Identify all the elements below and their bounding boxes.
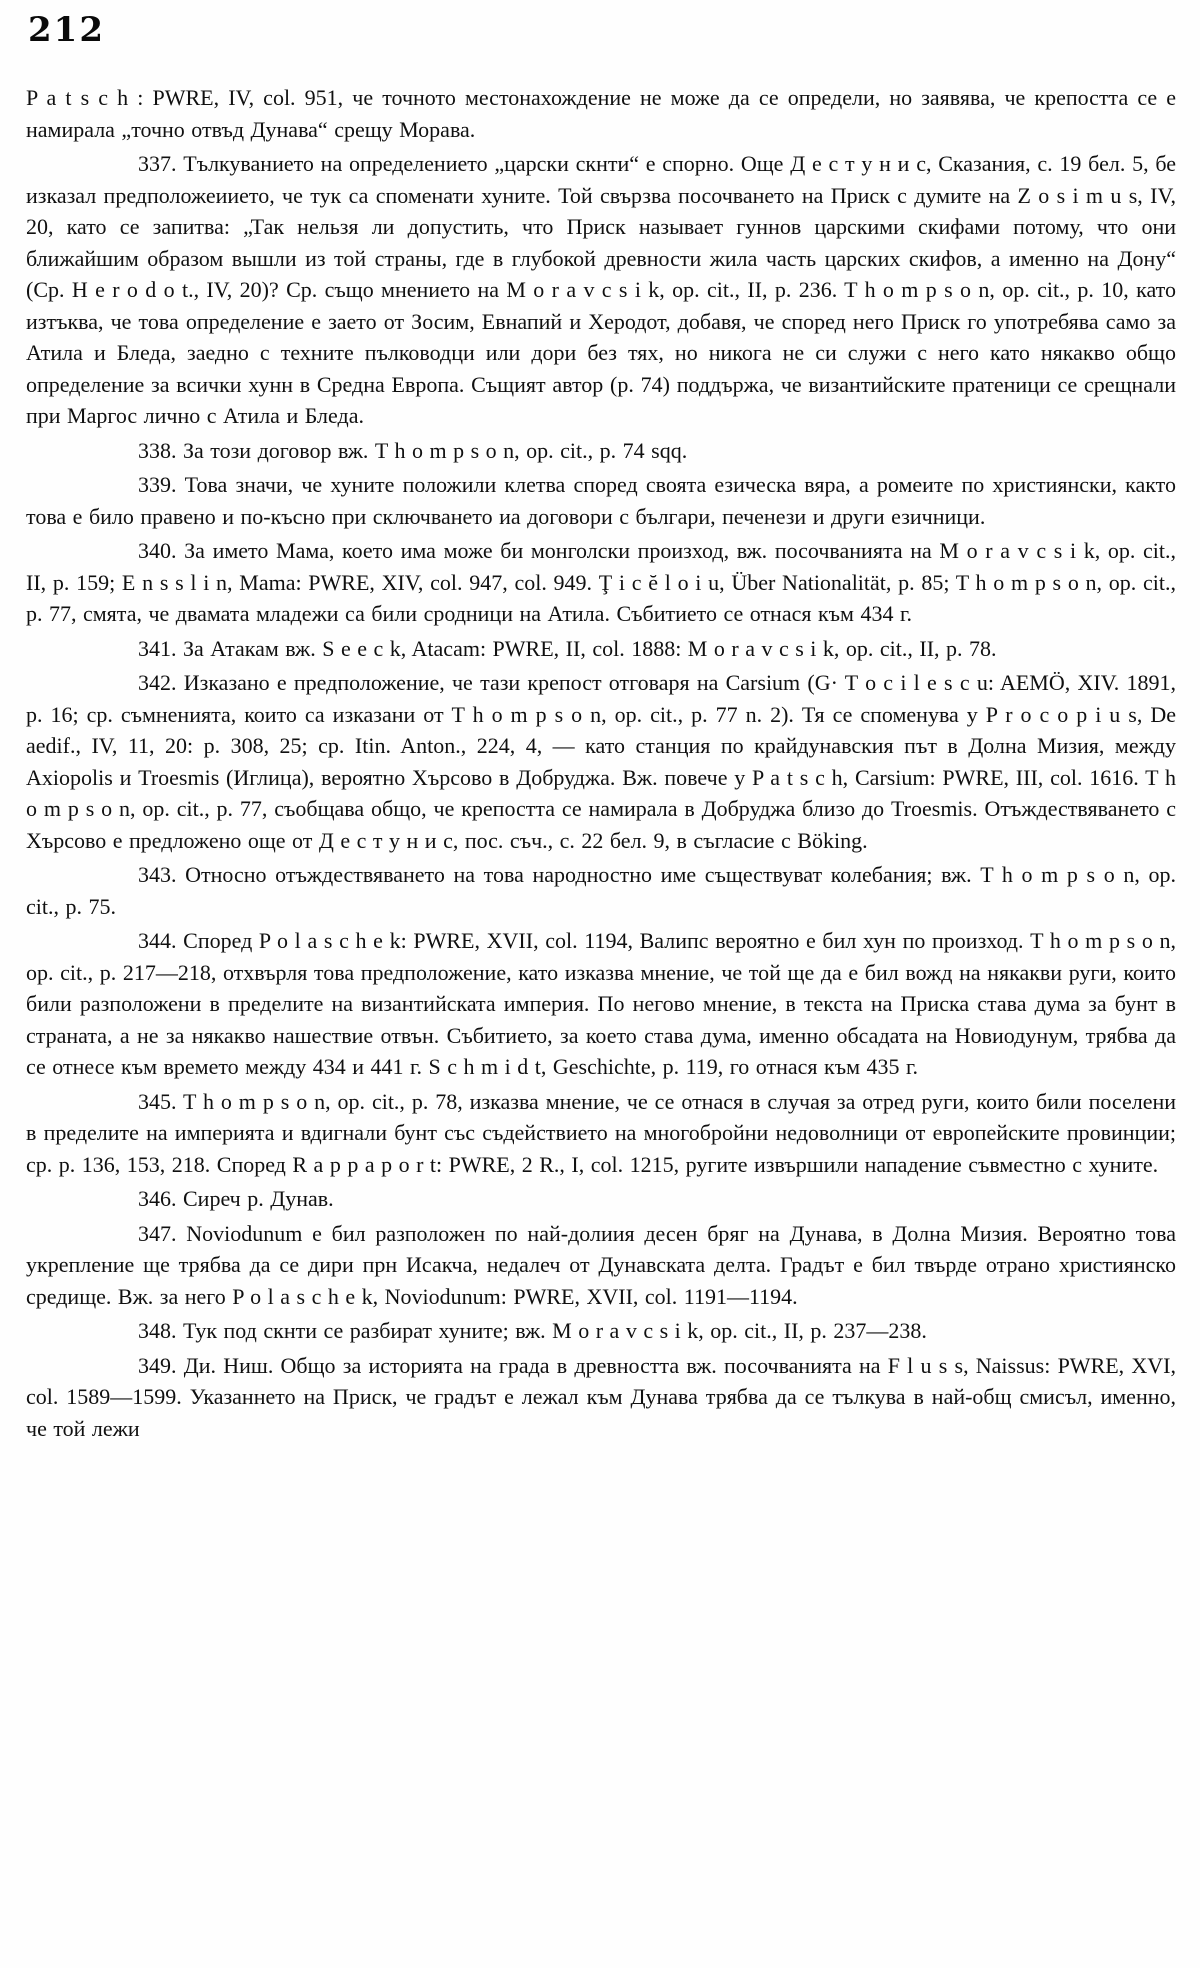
paragraph-note-337: 337. Тълкуванието на определението „царски скнти“ е спорно. Още Д е с т у н и с, Сказания, с. 19 бел. 5, бе изказал предположеиието, че тук са споменати хуните. Той свързва посочването на Приск с думите на Z o s i m u s, IV, 20, като се запитва: „Так нельзя ли допустить, что Приск называет гуннов царскими скифами потому, что они ближайшим образом вышли из той страны, где в глубокой древности жила часть царских скифов, а именно на Дону“ (Ср. H e r o d o t., IV, 20)? Ср. също мнението на M o r a v c s i k, op. cit., II, p. 236. T h o m p s o n, op. cit., p. 10, като изтъква, че това определение е заето от Зосим, Евнапий и Херодот, добавя, че според него Приск го употребява само за Атила и Бледа, заедно с техните пълководци или дори без тях, но никога не си служи с него като някакво общо определение за всички хунн в Средна Европа. Същият автор (р. 74) поддържа, че византийските пратеници се срещнали при Маргос лично с Атила и Бледа. [26, 151, 1176, 428]
paragraph-note-338: 338. За този договор вж. T h o m p s o n, op. cit., p. 74 sqq. [138, 437, 688, 463]
paragraph-note-342: 342. Изказано е предположение, че тази крепост отговаря на Carsium (G· T o c i l e s c u: AEMÖ, XIV. 1891, p. 16; ср. съмненията, които са изказани от T h o m p s o n, op. cit., p. 77 n. 2). Тя се споменува у P r o c o p i u s, De aedif., IV, 11, 20: p. 308, 25; ср. Itin. Anton., 224, 4, — като станция по крайдунавския път в Долна Мизия, между Axiopolis и Troesmis (Иглица), вероятно Хърсово в Добруджа. Вж. повече у P a t s c h, Carsium: PWRE, III, col. 1616. T h o m p s o n, op. cit., p. 77, съобщава общо, че крепостта се намирала в Добруджа близо до Troesmis. Отъждествяването с Хърсово е предложено още от Д е с т у н и с, пос. съч., с. 22 бел. 9, в съгласие с Böking. [26, 670, 1176, 853]
paragraph-note-345: 345. T h o m p s o n, op. cit., p. 78, изказва мнение, че се отнася в случая за отред руги, които били поселени в пределите на империята и вдигнали бунт със съдействието на многобройни недоволници от европейските провинции; ср. р. 136, 153, 218. Според R a p p a p o r t: PWRE, 2 R., I, col. 1215, ругите извършили нападение съвместно с хуните. [26, 1088, 1176, 1177]
paragraph-note-341: 341. За Атакам вж. S e e c k, Atacam: PWRE, II, col. 1888: M o r a v c s i k, op. cit., II, p. 78. [138, 635, 997, 661]
paragraph-note-344: 344. Според P o l a s c h e k: PWRE, XVII, col. 1194, Валипс вероятно е бил хун по произход. T h o m p s o n, op. cit., p. 217—218, отхвърля това предположение, като изказва мнение, че той ще да е бил вожд на някакви руги, които били разположени в пределите на византийската империя. По негово мнение, в текста на Приска става дума за бунт в страната, а не за някакво нашествие отвън. Събитието, за което става дума, именно обсадата на Новиодунум, трябва да се отнесе към времето между 434 и 441 г. S c h m i d t, Geschichte, p. 119, го отнася към 435 г. [26, 928, 1176, 1079]
paragraph-note-346: 346. Сиреч р. Дунав. [138, 1186, 334, 1211]
paragraph-note-347: 347. Noviodunum е бил разположен по най-долиия десен бряг на Дунава, в Долна Мизия. Вероятно това укрепление ще трябва да се дири прн Исакча, недалеч от Дунавската делта. Градът е бил твърде отрано християнско средище. Вж. за него P o l a s c h e k, Noviodunum: PWRE, XVII, col. 1191—1194. [26, 1220, 1176, 1309]
paragraph-note-343: 343. Относно отъждествяването на това народностно име съществуват колебания; вж. T h o m p s o n, op. cit., p. 75. [26, 862, 1176, 919]
paragraph-note-340: 340. За името Мама, което има може би монголски произход, вж. посочванията на M o r a v c s i k, op. cit., II, p. 159; E n s s l i n, Mama: PWRE, XIV, col. 947, col. 949. Ţ i c ĕ l o i u, Über Nationalität, p. 85; T h o m p s o n, op. cit., p. 77, смята, че двамата младежи са били сродници на Атила. Събитието се отнася към 434 г. [26, 538, 1176, 626]
paragraph-note-348: 348. Тук под скнти се разбират хуните; вж. M o r a v c s i k, op. cit., II, p. 237—238. [138, 1318, 927, 1343]
paragraph-note-349: 349. Ди. Ниш. Общо за историята на града в древността вж. посочванията на F l u s s, Naissus: PWRE, XVI, col. 1589—1599. Указаннето на Приск, че градът е лежал към Дунава трябва да се тълкува в най-общ смисъл, именно, че той лежи [26, 1352, 1176, 1441]
paragraph-note-339: 339. Това значи, че хуните положили клетва според своята езическа вяра, а ромеите по християнски, както това е било правено и по-късно при сключването иа договори с българи, печенези и други езичници. [26, 472, 1176, 529]
footnotes-text-block [26, 82, 1176, 1444]
page-number: 212 [28, 10, 105, 50]
paragraph-continuation: P a t s c h : PWRE, IV, col. 951, че точното местонахождение не може да се определи, но заявява, че крепостта се е намирала „точно отвъд Дунава“ срещу Морава. [26, 85, 1176, 142]
